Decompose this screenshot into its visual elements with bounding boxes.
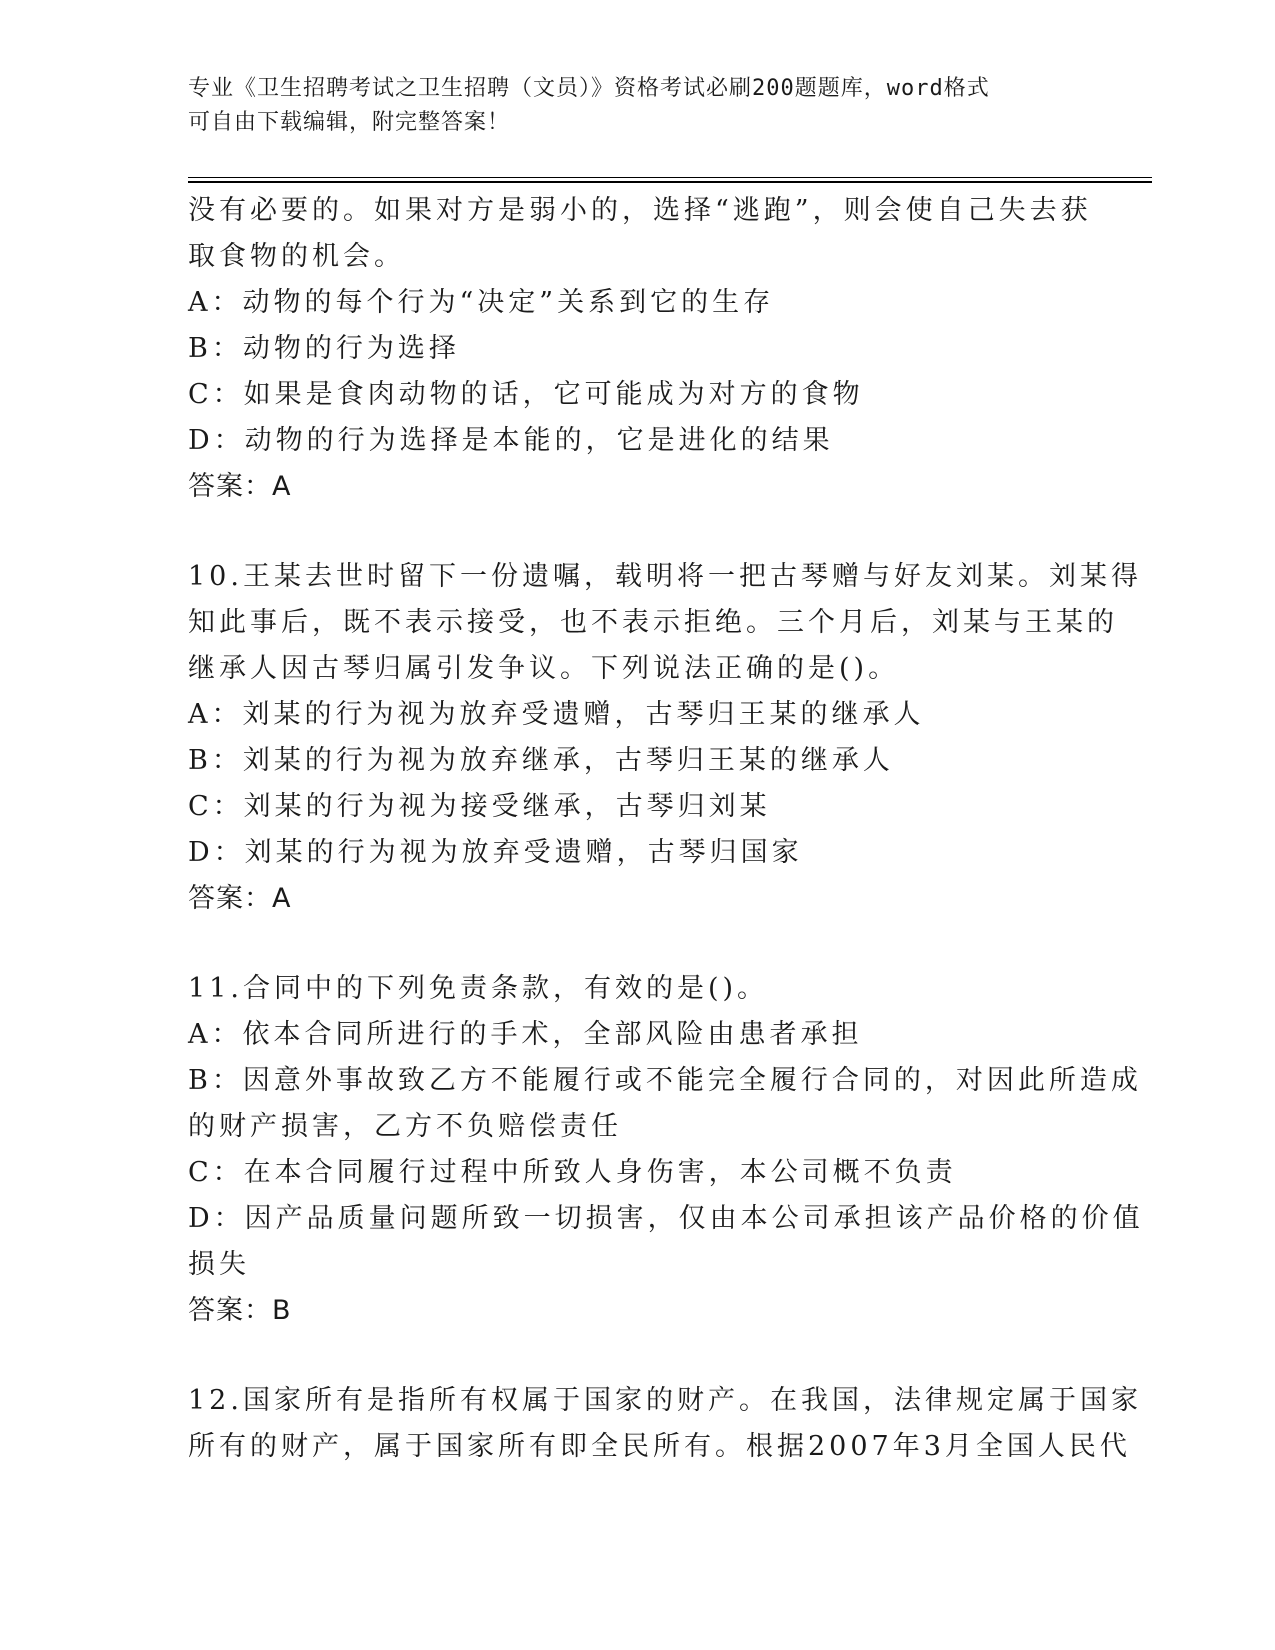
option-a: A：动物的每个行为“决定”关系到它的生存 — [188, 287, 775, 318]
option-a: A：依本合同所进行的手术，全部风险由患者承担 — [188, 1019, 863, 1050]
question-text-line: 继承人因古琴归属引发争议。下列说法正确的是()。 — [188, 653, 900, 684]
question-text-line: 所有的财产，属于国家所有即全民所有。根据2007年3月全国人民代 — [188, 1431, 1131, 1462]
spacer — [188, 922, 1088, 966]
page-header — [188, 72, 1088, 140]
question-text-line: 12.国家所有是指所有权属于国家的财产。在我国，法律规定属于国家 — [188, 1385, 1142, 1416]
option-b-continued: 的财产损害，乙方不负赔偿责任 — [188, 1111, 622, 1142]
question-block-12 — [188, 1378, 1142, 1470]
option-b: B：因意外事故致乙方不能履行或不能完全履行合同的，对因此所造成 — [188, 1065, 1142, 1096]
option-d-continued: 损失 — [188, 1249, 250, 1280]
question-block-11 — [188, 966, 1144, 1334]
spacer — [188, 1334, 1088, 1378]
option-b: B：动物的行为选择 — [188, 333, 460, 364]
header-line-2: 可自由下载编辑，附完整答案！ — [188, 110, 511, 135]
document-body — [188, 188, 1144, 1470]
option-c: C：在本合同履行过程中所致人身伤害，本公司概不负责 — [188, 1157, 957, 1188]
question-block-9 — [188, 188, 1092, 510]
question-text-line: 取食物的机会。 — [188, 241, 405, 272]
answer-line: 答案：A — [188, 471, 292, 502]
header-rule-thin — [188, 177, 1152, 178]
option-c: C：如果是食肉动物的话，它可能成为对方的食物 — [188, 379, 864, 410]
question-text-line: 知此事后，既不表示接受，也不表示拒绝。三个月后，刘某与王某的 — [188, 607, 1118, 638]
option-a: A：刘某的行为视为放弃受遗赠，古琴归王某的继承人 — [188, 699, 925, 730]
header-rule-thick — [188, 181, 1152, 183]
option-c: C：刘某的行为视为接受继承，古琴归刘某 — [188, 791, 771, 822]
option-d: D：动物的行为选择是本能的，它是进化的结果 — [188, 425, 834, 456]
question-text-line: 没有必要的。如果对方是弱小的，选择“逃跑”，则会使自己失去获 — [188, 195, 1092, 226]
option-d: D：因产品质量问题所致一切损害，仅由本公司承担该产品价格的价值 — [188, 1203, 1144, 1234]
header-line-1: 专业《卫生招聘考试之卫生招聘（文员）》资格考试必刷200题题库，word格式 — [188, 76, 990, 101]
answer-line: 答案：B — [188, 1295, 292, 1326]
spacer — [188, 510, 1088, 554]
option-d: D：刘某的行为视为放弃受遗赠，古琴归国家 — [188, 837, 803, 868]
option-b: B：刘某的行为视为放弃继承，古琴归王某的继承人 — [188, 745, 894, 776]
question-block-10 — [188, 554, 1142, 922]
answer-line: 答案：A — [188, 883, 292, 914]
question-text-line: 11.合同中的下列免责条款，有效的是()。 — [188, 973, 769, 1004]
question-text-line: 10.王某去世时留下一份遗嘱，载明将一把古琴赠与好友刘某。刘某得 — [188, 561, 1142, 592]
